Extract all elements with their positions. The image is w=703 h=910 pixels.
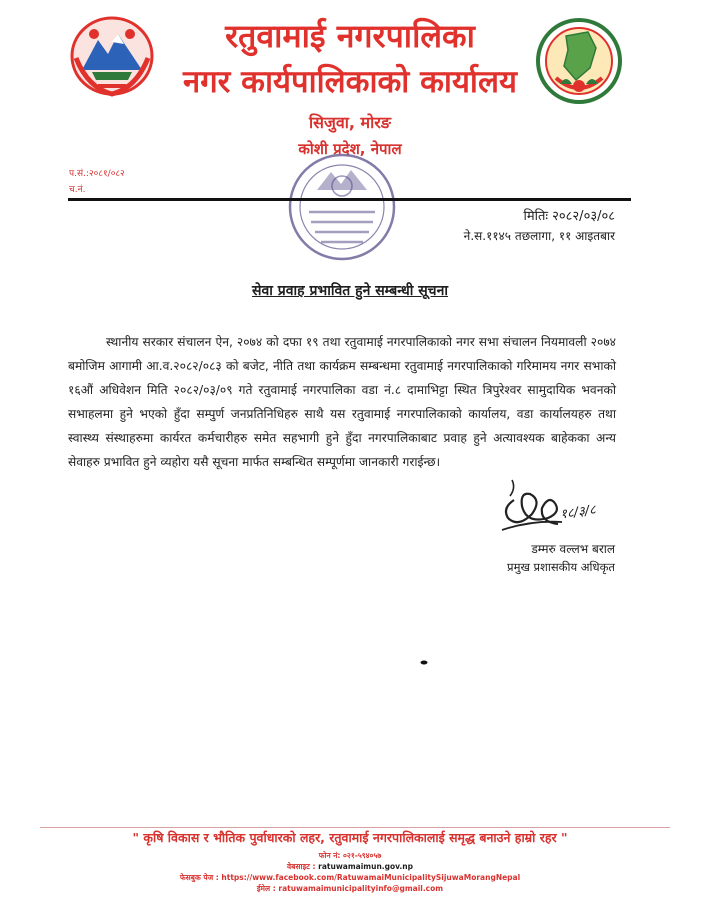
facebook-label: फेसबुक पेज : [179, 873, 219, 882]
phone-value: ०२१-५९४०५७ [343, 851, 382, 860]
dispatch-number: च.नं. [69, 185, 86, 195]
ink-speck [420, 650, 428, 655]
office-name: नगर कार्यपालिकाको कार्यालय [183, 64, 517, 100]
footer-divider [40, 827, 670, 828]
footer-facebook [160, 873, 540, 883]
header-divider [68, 198, 631, 201]
footer-website [160, 862, 540, 872]
location-province: कोशी प्रदेश, नेपाल [298, 140, 402, 158]
signature-icon [492, 474, 617, 542]
notice-body: स्थानीय सरकार संचालन ऐन, २०७४ को दफा १९ तथा रतुवामाई नगरपालिकाको नगर सभा संचालन नियमावली २०७४ बमोजिम आगामी आ.व.२०८२/०८३ को बजेट, नीति तथा कार्यक्रम सम्बन्धमा रतुवामाई नगरपालिकाको गरिमामय नगर सभाको १६औं अधिवेशन मिति २०८२/०३/०९ गते रतुवामाई नगरपालिका वडा नं.८ दामाभिट्टा स्थित त्रिपुरेश्वर सामुदायिक भवनको सभाहलमा हुने भएको हुँदा सम्पुर्ण जनप्रतिनिधिहरु साथै यस रतुवामाई नगरपालिकाको कार्यालय, वडा कार्यालयहरु तथा स्वास्थ्य संस्थाहरुमा कार्यरत कर्मचारीहरु समेत सहभागी हुने हुँदा नगरपालिकाबाट प्रवाह हुने अत्यावश्यक बाहेकका अन्य सेवाहरु प्रभावित हुने व्यहोरा यसै सूचना मार्फत सम्बन्धित सम्पूर्णमा जानकारी गराईन्छ। [68, 335, 616, 469]
nepal-emblem-logo [68, 14, 156, 98]
signature-date-note: १८/३/८ [559, 502, 597, 523]
date-nepal-sambat: ने.स.११४५ तछलागा, ११ आइतबार [463, 229, 615, 243]
email-link[interactable]: ratuwamaimunicipalityinfo@gmail.com [278, 884, 444, 893]
signer-name: डम्मरु वल्लभ बराल [531, 542, 615, 556]
email-label: ईमेल : [256, 884, 276, 893]
footer-email [160, 884, 540, 894]
letter-reference-number: प.सं.:२०८१/०८२ [69, 169, 125, 179]
office-stamp-icon [285, 150, 400, 265]
date-bs: मितिः २०८२/०३/०८ [523, 209, 615, 224]
facebook-link[interactable]: https://www.facebook.com/RatuwamaiMunicipalitySijuwaMorangNepal [221, 873, 521, 882]
phone-label: फोन नं: [318, 851, 341, 860]
footer-slogan: " कृषि विकास र भौतिक पुर्वाधारको लहर, रतुवामाई नगरपालिकालाई समृद्ध बनाउने हाम्रो रहर " [132, 830, 568, 845]
footer-phone [160, 851, 540, 861]
notice-subject: सेवा प्रवाह प्रभावित हुने सम्बन्धी सूचना [252, 283, 448, 299]
signer-designation: प्रमुख प्रशासकीय अधिकृत [507, 560, 615, 574]
website-label: वेबसाइट : [287, 862, 316, 871]
location-district: सिजुवा, मोरङ [309, 113, 391, 132]
website-link[interactable]: ratuwamaimun.gov.np [318, 862, 413, 871]
municipality-name: रतुवामाई नगरपालिका [225, 17, 475, 55]
